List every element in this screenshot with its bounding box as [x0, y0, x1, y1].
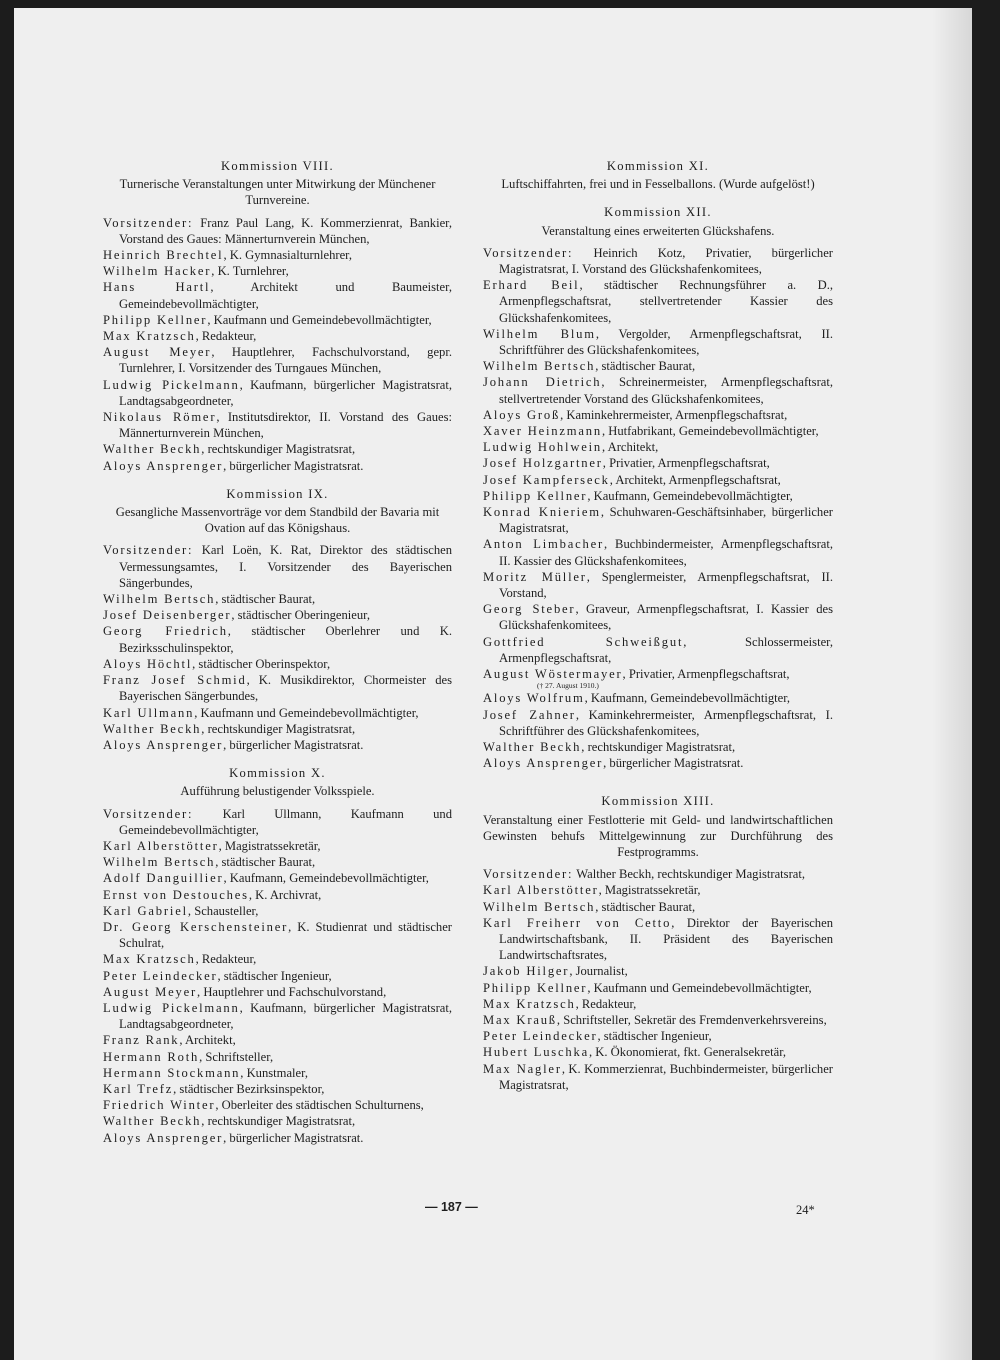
member-description: , städtischer Baurat,: [215, 855, 316, 870]
commission-subtitle: Veranstaltung einer Festlotterie mit Geld- und landwirtschaftlichen Gewinsten behufs Mittelgewinnung zur Durchführung des Festprogramms.: [483, 812, 833, 859]
member-description: , städtischer Baurat,: [595, 359, 696, 374]
member-name: Franz Rank: [103, 1033, 180, 1048]
commission-heading: Kommission XI.: [606, 159, 710, 173]
member-entry: [103, 806, 452, 838]
member-name: Xaver Heinzmann: [483, 424, 602, 439]
member-name: Karl Trefz: [103, 1081, 174, 1096]
member-name: Vorsitzender:: [103, 215, 194, 230]
member-entry: [103, 591, 452, 607]
member-description: , Kaufmann und Gemeindebevollmächtigter,: [194, 705, 419, 720]
member-description: , Architekt,: [179, 1033, 236, 1048]
member-name: Walther Beckh: [103, 442, 202, 457]
member-entry: [103, 903, 452, 919]
member-entry: [483, 707, 833, 739]
member-entry: [483, 439, 833, 455]
member-entry: [103, 870, 452, 886]
member-entry: [103, 1097, 452, 1113]
member-name: Wilhelm Blum: [483, 326, 596, 341]
member-entry: [483, 488, 833, 504]
member-name: Josef Zahner: [483, 707, 576, 722]
member-description: , städtischer Oberinspektor,: [192, 656, 331, 671]
member-description: , Schriftsteller, Sekretär des Fremdenverkehrsvereins,: [556, 1012, 827, 1027]
member-name: Philipp Kellner: [483, 980, 588, 995]
member-description: , Schriftsteller,: [199, 1049, 274, 1064]
member-entry: [483, 504, 833, 536]
member-entry: [483, 326, 833, 358]
member-name: Josef Deisenberger: [103, 608, 232, 623]
member-name: Ludwig Hohlwein: [483, 440, 602, 455]
member-name: Wilhelm Bertsch: [483, 899, 596, 914]
member-name: Johann Dietrich: [483, 375, 602, 390]
member-description: , K. Ökonomierat, fkt. Generalsekretär,: [588, 1045, 787, 1060]
member-description: Karl Loën, K. Rat, Direktor des städtischen Vermessungsamtes, I. Vorsitzender des Bayerischen Sängerbundes,: [119, 543, 452, 590]
member-description: , Redakteur,: [195, 952, 257, 967]
member-description: , bürgerlicher Magistratsrat.: [223, 737, 364, 752]
member-entry: [103, 215, 452, 247]
member-entry: [483, 1012, 833, 1028]
member-name: Vorsitzender:: [103, 543, 194, 558]
member-name: Aloys Wolfrum: [483, 691, 585, 706]
member-name: Max Nagler: [483, 1061, 562, 1076]
member-entry: [103, 441, 452, 457]
member-name: Wilhelm Hacker: [103, 264, 212, 279]
member-description: , Schlossermeister, Armenpflegschaftsrat,: [499, 634, 833, 665]
member-name: Karl Freiherr von Cetto: [483, 915, 672, 930]
member-description: , Kaufmann und Gemeindebevollmächtigter,: [587, 980, 812, 995]
member-description: Karl Ullmann, Kaufmann und Gemeindebevollmächtigter,: [119, 806, 452, 837]
page-number: — 187 —: [425, 1200, 478, 1214]
member-description: , Schuhwaren-Geschäftsinhaber, bürgerlicher Magistratsrat,: [499, 505, 833, 536]
member-name: Max Kratzsch: [103, 952, 196, 967]
member-entry: [103, 247, 452, 263]
member-description: , K. Turnlehrer,: [211, 264, 289, 279]
member-name: Aloys Höchtl: [103, 656, 193, 671]
member-description: , Architekt und Baumeister, Gemeindebevollmächtigter,: [119, 280, 452, 311]
member-entry: [483, 1061, 833, 1093]
member-entry: [103, 1049, 452, 1065]
member-entry: [483, 1044, 833, 1060]
member-name: Vorsitzender:: [483, 245, 574, 260]
member-description: , bürgerlicher Magistratsrat.: [603, 756, 744, 771]
member-name: Jakob Hilger: [483, 964, 570, 979]
member-description: , K. Studienrat und städtischer Schulrat,: [119, 919, 453, 951]
member-entry: [103, 1081, 452, 1097]
death-note: († 27. August 1910.): [537, 681, 599, 691]
member-name: Friedrich Winter: [103, 1098, 216, 1113]
commission-heading: Kommission XIII.: [601, 794, 715, 809]
member-description: , rechtskundiger Magistratsrat,: [201, 442, 356, 457]
member-name: Wilhelm Bertsch: [103, 855, 216, 870]
member-entry: [103, 919, 452, 951]
member-name: Wilhelm Bertsch: [483, 359, 596, 374]
member-description: , Hauptlehrer, Fachschulvorstand, gepr. Turnlehrer, I. Vorsitzender des Turngaues München,: [119, 345, 452, 376]
member-description: , K. Gymnasialturnlehrer,: [223, 248, 353, 263]
member-entry: [483, 601, 833, 633]
member-description: , Magistratssekretär,: [218, 838, 321, 853]
member-name: Peter Leindecker: [483, 1029, 598, 1044]
member-description: , rechtskundiger Magistratsrat,: [581, 739, 736, 754]
member-name: Georg Friedrich: [103, 624, 228, 639]
member-name: Peter Leindecker: [103, 968, 218, 983]
member-name: Josef Holzgartner: [483, 456, 603, 471]
member-name: Hubert Luschka: [483, 1045, 589, 1060]
member-name: Hans Hartl: [103, 280, 211, 295]
member-entry: [103, 458, 452, 474]
member-name: Nikolaus Römer: [103, 410, 217, 425]
member-entry: [483, 423, 833, 439]
commission-heading: Kommission X.: [229, 766, 326, 781]
member-entry: [103, 737, 452, 753]
member-entry: [103, 968, 452, 984]
member-description: , Journalist,: [569, 964, 628, 979]
signature-mark: 24*: [796, 1203, 815, 1217]
right-column: [483, 158, 833, 1093]
member-name: Karl Alberstötter: [103, 838, 219, 853]
member-description: , Buchbindermeister, Armenpflegschaftsrat, II. Kassier des Glückshafenkomitees,: [499, 537, 833, 568]
member-name: Konrad Knieriem: [483, 505, 601, 520]
member-entry: [103, 984, 452, 1000]
member-description: , städtischer Bezirksinspektor,: [173, 1081, 325, 1096]
member-entry: [483, 1028, 833, 1044]
member-name: Aloys Ansprenger: [103, 1130, 224, 1145]
member-name: Anton Limbacher: [483, 537, 604, 552]
member-name: Erhard Beil: [483, 278, 580, 293]
member-description: , Architekt, Armenpflegschaftsrat,: [609, 472, 781, 487]
member-description: , Kaufmann, Gemeindebevollmächtigter,: [584, 691, 791, 706]
member-entry: [103, 1032, 452, 1048]
member-description: , Spenglermeister, Armenpflegschaftsrat, II. Vorstand,: [499, 569, 833, 601]
member-description: , Privatier, Armenpflegschaftsrat,: [602, 456, 770, 471]
member-description: , Graveur, Armenpflegschaftsrat, I. Kassier des Glückshafenkomitees,: [499, 602, 833, 633]
commission-heading: Kommission XII.: [604, 205, 712, 220]
member-description: , städtischer Oberingenieur,: [231, 608, 371, 623]
member-entry: [483, 690, 833, 706]
member-entry: [103, 951, 452, 967]
member-name: Ludwig Pickelmann: [103, 1000, 240, 1015]
member-entry: [103, 854, 452, 870]
member-description: , Redakteur,: [195, 329, 257, 344]
member-entry: [483, 455, 833, 471]
member-name: Hermann Roth: [103, 1049, 200, 1064]
member-name: Aloys Ansprenger: [103, 737, 224, 752]
member-description: , städtischer Rechnungsführer a. D., Armenpflegschaftsrat, stellvertretender Kassier des Glückshafenkomitees,: [499, 278, 833, 325]
member-name: Franz Josef Schmid: [103, 673, 247, 688]
member-name: Karl Ullmann: [103, 705, 195, 720]
member-name: Karl Gabriel: [103, 903, 188, 918]
member-description: , Hutfabrikant, Gemeindebevollmächtigter,: [601, 424, 819, 439]
member-name: Vorsitzender:: [103, 806, 194, 821]
member-entry: [103, 263, 452, 279]
member-description: , Redakteur,: [575, 996, 637, 1011]
member-description: , Privatier, Armenpflegschaftsrat,: [622, 667, 790, 682]
member-description: , Kaufmann, Gemeindebevollmächtigter,: [223, 871, 429, 886]
member-name: Walther Beckh: [483, 739, 582, 754]
member-entry: [483, 739, 833, 755]
commission-subtitle: Luftschiffahrten, frei und in Fesselballons. (Wurde aufgelöst!): [501, 177, 815, 192]
member-description: , Kaufmann, bürgerlicher Magistratsrat, Landtagsabgeordneter,: [119, 377, 452, 408]
member-description: , Kaminkehrermeister, Armenpflegschaftsrat,: [560, 407, 788, 422]
member-name: Ernst von Destouches: [103, 887, 249, 902]
commission-subtitle: Gesangliche Massenvorträge vor dem Standbild der Bavaria mit Ovation auf das Königshaus.: [115, 505, 440, 536]
member-name: Vorsitzender:: [483, 867, 574, 882]
member-description: , rechtskundiger Magistratsrat,: [201, 1114, 356, 1129]
member-name: Heinrich Brechtel: [103, 248, 224, 263]
member-description: Walther Beckh, rechtskundiger Magistratsrat,: [573, 867, 805, 882]
member-description: Franz Paul Lang, K. Kommerzienrat, Bankier, Vorstand des Gaues: Männerturnverein München,: [119, 215, 452, 246]
member-description: , städtischer Baurat,: [595, 899, 696, 914]
member-entry: [483, 569, 833, 601]
member-entry: [103, 1065, 452, 1081]
member-entry: [103, 279, 452, 311]
commission-subtitle: Aufführung belustigender Volksspiele.: [180, 784, 375, 799]
member-description: , städtischer Ingenieur,: [217, 968, 332, 983]
commission-subtitle: Veranstaltung eines erweiterten Glückshafens.: [541, 223, 775, 238]
member-name: Moritz Müller: [483, 569, 587, 584]
member-description: , Schausteller,: [187, 903, 259, 918]
member-description: , städtischer Ingenieur,: [597, 1029, 712, 1044]
member-name: Aloys Ansprenger: [483, 756, 604, 771]
member-entry: [483, 899, 833, 915]
member-description: , Vergolder, Armenpflegschaftsrat, II. Schriftführer des Glückshafenkomitees,: [499, 326, 833, 358]
member-name: Dr. Georg Kerschensteiner: [103, 919, 289, 934]
member-entry: [483, 915, 833, 964]
member-entry: [103, 542, 452, 591]
page-spine-shadow: [932, 8, 972, 1360]
member-entry: [483, 755, 833, 771]
member-description: , bürgerlicher Magistratsrat.: [223, 458, 364, 473]
member-entry: [103, 721, 452, 737]
member-description: , Hauptlehrer und Fachschulvorstand,: [197, 984, 387, 999]
member-name: Josef Kampferseck: [483, 472, 610, 487]
member-entry: [103, 672, 452, 704]
member-entry: [103, 328, 452, 344]
member-name: Max Kratzsch: [103, 329, 196, 344]
member-description: , städtischer Baurat,: [215, 592, 316, 607]
member-entry: [483, 245, 833, 277]
member-description: , Kaufmann, Gemeindebevollmächtigter,: [587, 488, 793, 503]
member-entry: [103, 887, 452, 903]
member-description: Heinrich Kotz, Privatier, bürgerlicher Magistratsrat, I. Vorstand des Glückshafenkomitees,: [499, 245, 833, 277]
member-description: , bürgerlicher Magistratsrat.: [223, 1130, 364, 1145]
member-name: Philipp Kellner: [103, 312, 208, 327]
member-entry: [483, 882, 833, 898]
member-entry: [483, 536, 833, 568]
member-entry: [103, 1130, 452, 1146]
member-description: , K. Archivrat,: [248, 887, 322, 902]
member-name: August Meyer: [103, 984, 198, 999]
member-description: , rechtskundiger Magistratsrat,: [201, 721, 356, 736]
member-name: Walther Beckh: [103, 721, 202, 736]
member-name: Ludwig Pickelmann: [103, 377, 240, 392]
member-name: August Wöstermayer: [483, 667, 623, 682]
member-name: Max Krauß: [483, 1012, 557, 1027]
member-entry: [483, 980, 833, 996]
member-name: August Meyer: [103, 345, 212, 360]
member-description: , Oberleiter des städtischen Schulturnens,: [215, 1098, 424, 1113]
member-entry: [103, 1000, 452, 1032]
book-page: [14, 8, 972, 1360]
member-entry: [103, 838, 452, 854]
member-entry: [483, 866, 833, 882]
member-description: , Kunstmaler,: [240, 1065, 308, 1080]
left-column: [103, 158, 452, 1146]
member-name: Walther Beckh: [103, 1114, 202, 1129]
member-name: Karl Alberstötter: [483, 883, 599, 898]
member-name: Max Kratzsch: [483, 996, 576, 1011]
member-entry: [483, 996, 833, 1012]
member-description: , Schreinermeister, Armenpflegschaftsrat, stellvertretender Vorstand des Glückshafenkomitees,: [499, 375, 833, 406]
member-entry: [103, 377, 452, 409]
member-description: , K. Kommerzienrat, Buchbindermeister, bürgerlicher Magistratsrat,: [499, 1061, 833, 1092]
member-entry: [103, 1113, 452, 1129]
member-name: Hermann Stockmann: [103, 1065, 241, 1080]
member-entry: [483, 358, 833, 374]
member-description: , Kaminkehrermeister, Armenpflegschaftsrat, I. Schriftführer des Glückshafenkomitees,: [499, 707, 833, 738]
member-name: Philipp Kellner: [483, 488, 588, 503]
member-entry: [483, 634, 833, 666]
member-entry: [483, 277, 833, 326]
commission-subtitle: Turnerische Veranstaltungen unter Mitwirkung der Münchener Turnvereine.: [119, 177, 436, 208]
member-entry: [103, 656, 452, 672]
member-name: Georg Steber: [483, 602, 576, 617]
member-description: , Architekt,: [602, 440, 659, 455]
member-description: , städtischer Oberlehrer und K. Bezirksschulinspektor,: [119, 624, 452, 655]
member-entry: [483, 963, 833, 979]
commission-heading: Kommission IX.: [226, 486, 329, 501]
member-description: , Institutsdirektor, II. Vorstand des Gaues: Männerturnverein München,: [119, 410, 452, 441]
member-entry: [103, 623, 452, 655]
member-entry: [103, 312, 452, 328]
member-entry: [103, 607, 452, 623]
member-name: Gottfried Schweißgut: [483, 634, 684, 649]
member-entry: [103, 705, 452, 721]
member-name: Aloys Groß: [483, 407, 561, 422]
member-name: Adolf Danguillier: [103, 871, 224, 886]
member-name: Aloys Ansprenger: [103, 458, 224, 473]
member-description: , Kaufmann, bürgerlicher Magistratsrat, Landtagsabgeordneter,: [119, 1000, 452, 1032]
member-entry: [483, 472, 833, 488]
member-entry: [103, 344, 452, 376]
member-entry: [483, 407, 833, 423]
member-entry: [103, 409, 452, 441]
member-description: , Kaufmann und Gemeindebevollmächtigter,: [207, 312, 432, 327]
member-description: , K. Musikdirektor, Chormeister des Bayerischen Sängerbundes,: [119, 673, 452, 704]
member-entry: [483, 374, 833, 406]
member-description: , Magistratssekretär,: [598, 883, 701, 898]
member-entry: [483, 666, 833, 690]
member-name: Wilhelm Bertsch: [103, 592, 216, 607]
member-description: , Direktor der Bayerischen Landwirtschaftsbank, II. Präsident des Bayerischen Landwirtschaftsrates,: [499, 915, 833, 963]
commission-heading: Kommission VIII.: [221, 159, 334, 173]
